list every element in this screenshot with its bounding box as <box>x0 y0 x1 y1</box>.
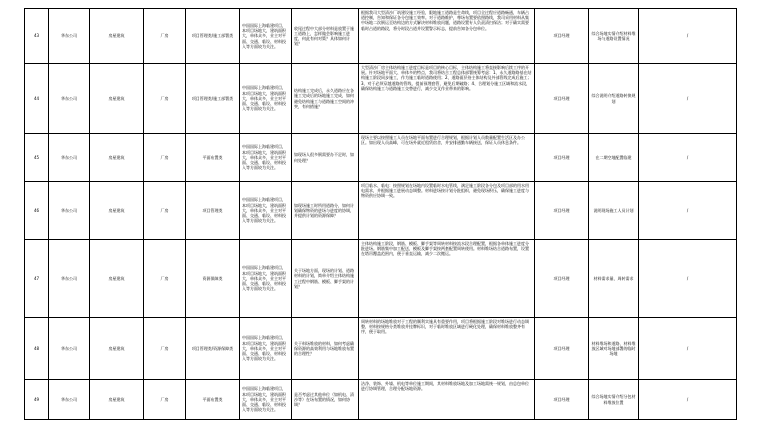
table-row <box>25 9 737 64</box>
extra-cell: / <box>639 182 737 240</box>
project-type-cell: 房屋建筑 <box>90 182 144 240</box>
answer-cell: 根据我司大型清沙厂筑建设施工经验，限地施工道路是生命线，项目全过程应道路畅通，车辆占道控制，告知和保证各分包施工效率。对于道路维护，尊场布置要依照路线，我司采用材料从集中场地二次倒运至结构边的方式解决材料堆放问题，道路设置专人负责清扫保洁；对于确实需要临时占道的路段，将分时段占道并设置警示标志，提前告知各分包单位。 <box>359 9 535 64</box>
question-cell: 如现场施工时所用道路分，如何计划确保物资的进场与进度的协调，并提供计划的资源保障？ <box>292 182 359 240</box>
row-number: 47 <box>25 240 49 318</box>
solution-note-cell: 综合场地实情介绍分包材料堆放位置 <box>589 380 639 420</box>
company-cell: 华东公司 <box>49 134 90 182</box>
row-number: 44 <box>25 64 49 134</box>
project-description-cell: 中国国际上海临建项目，本项目场地大，建筑面积大，单体众多，业主对平面、交通、临设、材料投入等方面较为关注。 <box>240 318 292 380</box>
building-type-cell: 厂房 <box>144 182 186 240</box>
project-description-cell: 中国国际上海临建项目，本项目场地大，建筑面积大，单体众多，业主对平面、交通、临设、材料投入等方面较为关注。 <box>240 134 292 182</box>
table-row <box>25 182 737 240</box>
building-type-cell: 厂房 <box>144 240 186 318</box>
building-type-cell: 厂房 <box>144 64 186 134</box>
question-category-cell: 项目管理类 <box>186 182 240 240</box>
responsible-role-cell: 项目经理 <box>535 64 589 134</box>
question-category-cell: 平面布置类 <box>186 380 240 420</box>
answer-cell: 现场主要以按照施工人员在场地平面布置进行合理规划，根据计划人员数量配置生活区及办公区。如出现人员高峰，可在场外就近租赁宿舍，并安排通勤车辆接送，保证人员休息条件。 <box>359 134 535 182</box>
table-row <box>25 64 737 134</box>
table-row <box>25 240 737 318</box>
table-row <box>25 318 737 380</box>
question-category-cell: 项目管理类/资源保障类 <box>186 318 240 380</box>
question-cell: 关于料场堆放的材料，如何考虑确保资源的高效利用与场地堆放布置的合理性？ <box>292 318 359 380</box>
company-cell: 华东公司 <box>49 318 90 380</box>
table-row <box>25 380 737 420</box>
responsible-role-cell: 项目经理 <box>535 318 589 380</box>
company-cell: 华东公司 <box>49 380 90 420</box>
question-category-cell: 项目管理类/施工部署类 <box>186 64 240 134</box>
question-cell: 是否考虑过其他单位（如机电、清沙等）在场布置的情况，如何协调？ <box>292 380 359 420</box>
extra-cell: / <box>639 64 737 134</box>
project-type-cell: 房屋建筑 <box>90 64 144 134</box>
solution-note-cell: 综合场地实情介绍材料堆场与道路设置情况 <box>589 9 639 64</box>
question-cell: 收尾过程中大部分材料是放置于施工道路上，怎样做会影响施工进度，何此有何对策？具体如何计划？ <box>292 9 359 64</box>
row-number: 49 <box>25 380 49 420</box>
extra-cell: / <box>639 134 737 182</box>
answer-cell: 周转材料的场地堆放对于工程的顺利实施具有重要作用，项目将根据施工阶段对堆场进行动态调整，材料按规格分类堆放并挂牌标识，对于临时堆放区域进行硬化处理，确保材料堆放整齐有序，便于取用。 <box>359 318 535 380</box>
row-number: 48 <box>25 318 49 380</box>
question-category-cell: 平面布置类 <box>186 134 240 182</box>
project-description-cell: 中国国际上海临建项目，本项目场地大，建筑面积大，单体众多，业主对平面、交通、临设、材料投入等方面较为关注。 <box>240 182 292 240</box>
project-type-cell: 房屋建筑 <box>90 318 144 380</box>
question-cell: 关于场地方面，现场的计划、道路材料的计划，简单介绍主体结构施工过程中钢筋、模板、脚手架的计划？ <box>292 240 359 318</box>
project-type-cell: 房屋建筑 <box>90 380 144 420</box>
table-row <box>25 134 737 182</box>
project-description-cell: 中国国际上海临建项目，本项目场地大，建筑面积大，单体众多，业主对平面、交通、临设、材料投入等方面较为关注。 <box>240 380 292 420</box>
answer-cell: 洁净、装饰、外墙、机电等单位施工期间，其材料堆放场地及加工场地需统一规划，由总包单位进行协调管理，合理分配场地资源。 <box>359 380 535 420</box>
company-cell: 华东公司 <box>49 240 90 318</box>
question-category-cell: 项目管理类/施工部署类 <box>186 9 240 64</box>
responsible-role-cell: 项目经理 <box>535 9 589 64</box>
company-cell: 华东公司 <box>49 9 90 64</box>
extra-cell: / <box>639 380 737 420</box>
responsible-role-cell: 项目经理 <box>535 240 589 318</box>
extra-cell: / <box>639 9 737 64</box>
solution-note-cell: 综合说明介绍道路转换规划 <box>589 64 639 134</box>
row-number: 43 <box>25 9 49 64</box>
answer-cell: 项目临水、临电：按照规划在场地内设置临时水电管线，满足施工阶段各分包及项目部的用水用电需求，并根据施工进展动态调整。材料进场按计划分批组织，避免现场积压，确保施工进度与物资供应协调一致。 <box>359 182 535 240</box>
building-type-cell: 厂房 <box>144 380 186 420</box>
project-description-cell: 中国国际上海临建项目，本项目场地大，建筑面积大，单体众多，业主对平面、交通、临设、材料投入等方面较为关注。 <box>240 64 292 134</box>
solution-note-cell: 材料堆场和道路、材料堆放区域对场地部署的临时场地 <box>589 318 639 380</box>
solution-note-cell: 材料需求量、周转需求 <box>589 240 639 318</box>
building-type-cell: 厂房 <box>144 9 186 64</box>
responsible-role-cell: 项目经理 <box>535 134 589 182</box>
project-description-cell: 中国国际上海临建项目，本项目场地大，建筑面积大，单体众多，业主对平面、交通、临设、材料投入等方面较为关注。 <box>240 240 292 318</box>
project-type-cell: 房屋建筑 <box>90 240 144 318</box>
project-type-cell: 房屋建筑 <box>90 9 144 64</box>
building-type-cell: 厂房 <box>144 134 186 182</box>
solution-note-cell: 在二期空地配置临建 <box>589 134 639 182</box>
question-category-cell: 资源保障类 <box>186 240 240 318</box>
extra-cell: / <box>639 240 737 318</box>
row-number: 46 <box>25 182 49 240</box>
solution-note-cell: 说明现场施工人员计划 <box>589 182 639 240</box>
question-cell: 结构施工完成后，永久道路应在各施工完成后的场地施工完成，如何避免结构施工与道路施工空间的冲突，有何措施？ <box>292 64 359 134</box>
extra-cell: / <box>639 318 737 380</box>
project-type-cell: 房屋建筑 <box>90 134 144 182</box>
answer-cell: 大型清沙厂房主体结构施工进度目标是项目的核心目标，主体结构施工将直接影响后续工序的开展。针对场地平面大、单体多的特点，我司将结合工程总体部署统筹考虑：1、永久道路路基在结构施工阶段同步施工，作为施工临时道路使用；2、道路面层待主体结构及外部管线完成后施工；3、对于必须穿越道路的管线，提前预埋套管，避免后期破路；4、合理划分施工区域和流水段，确保结构施工与道路施工交替进行，减少交叉作业带来的影响。 <box>359 64 535 134</box>
qa-table <box>24 8 737 420</box>
company-cell: 华东公司 <box>49 64 90 134</box>
answer-cell: 主体结构施工阶段，钢筋、模板、脚手架等周转材料按流水段合理配置，根据各单体施工进度分批进场。钢筋集中加工配送，模板及脚手架按两套配置周转使用。材料堆场结合道路布置，设置在塔吊覆盖范围内，便于垂直运输，减少二次搬运。 <box>359 240 535 318</box>
company-cell: 华东公司 <box>49 182 90 240</box>
responsible-role-cell: 项目经理 <box>535 380 589 420</box>
building-type-cell: 厂房 <box>144 318 186 380</box>
row-number: 45 <box>25 134 49 182</box>
responsible-role-cell: 项目经理 <box>535 182 589 240</box>
project-description-cell: 中国国际上海临建项目，本项目场地大，建筑面积大，单体众多，业主对平面、交通、临设、材料投入等方面较为关注。 <box>240 9 292 64</box>
question-cell: 如现场人很多倒需要办不足时，如何处理？ <box>292 134 359 182</box>
